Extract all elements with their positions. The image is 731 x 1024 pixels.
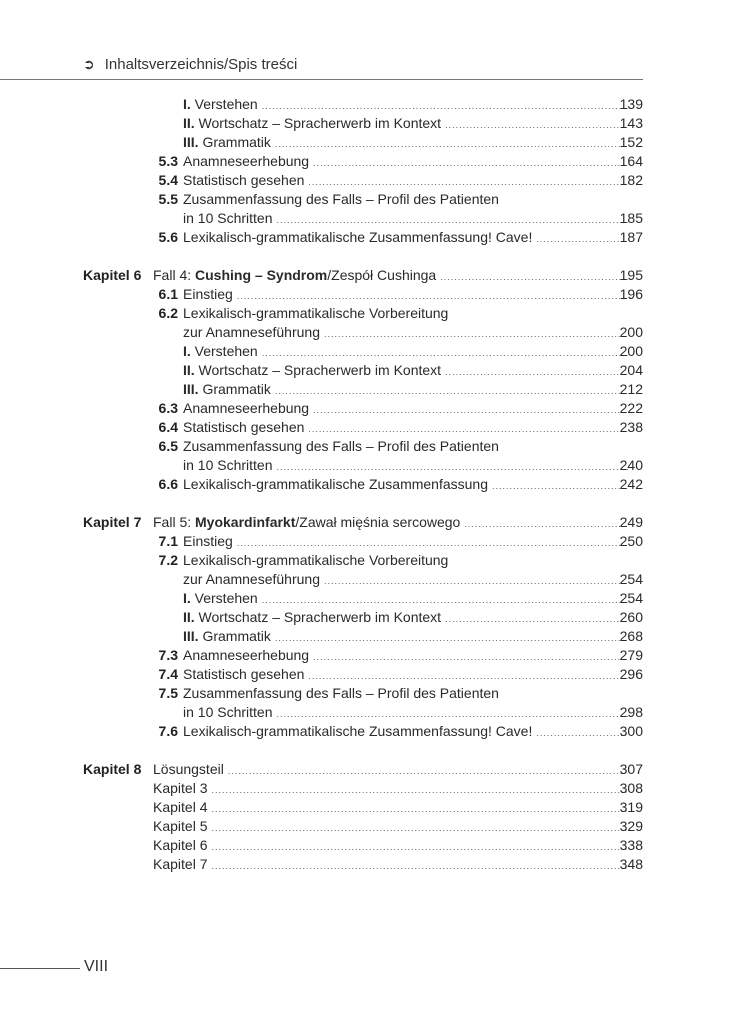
entry-title bbox=[183, 209, 632, 230]
dot-leader bbox=[492, 477, 628, 496]
entry-bold: II. bbox=[183, 609, 195, 625]
entry-text: Wortschatz – Spracherwerb im Kontext bbox=[194, 609, 442, 625]
entry-bold: II. bbox=[183, 362, 195, 378]
toc-entry[interactable] bbox=[0, 855, 731, 874]
entry-text: Kapitel 6 bbox=[153, 837, 208, 853]
entry-text: Kapitel 7 bbox=[153, 856, 208, 872]
header-rule bbox=[0, 79, 643, 80]
toc-entry[interactable] bbox=[0, 323, 731, 342]
page-ref: 260 bbox=[619, 609, 643, 625]
page-ref: 268 bbox=[619, 628, 643, 644]
entry-title bbox=[183, 646, 632, 667]
entry-text: Statistisch gesehen bbox=[183, 666, 305, 682]
section-number: 6.1 bbox=[158, 286, 178, 302]
page-ref: 212 bbox=[619, 381, 643, 397]
entry-title bbox=[183, 342, 632, 363]
page-ref: 200 bbox=[619, 343, 643, 359]
entry-text: Statistisch gesehen bbox=[183, 172, 305, 188]
entry-text: Kapitel 3 bbox=[153, 780, 208, 796]
toc-entry[interactable] bbox=[0, 627, 731, 646]
page-ref: 204 bbox=[619, 362, 643, 378]
toc-entry[interactable] bbox=[0, 475, 731, 494]
page-ref: 182 bbox=[619, 172, 643, 188]
entry-text: Lösungsteil bbox=[153, 761, 224, 777]
entry-title bbox=[183, 722, 632, 743]
toc-entry[interactable] bbox=[0, 836, 731, 855]
page-ref: 164 bbox=[619, 153, 643, 169]
entry-title bbox=[183, 95, 632, 116]
toc-entry[interactable] bbox=[0, 380, 731, 399]
header-title: Inhaltsverzeichnis/Spis treści bbox=[104, 56, 298, 73]
section-number: 7.1 bbox=[158, 533, 178, 549]
page-ref: 185 bbox=[619, 210, 643, 226]
entry-title bbox=[183, 703, 632, 724]
entry-text: Lexikalisch-grammatikalische Zusammenfassung bbox=[183, 476, 489, 492]
section-number: 7.6 bbox=[158, 723, 178, 739]
entry-text: in 10 Schritten bbox=[183, 704, 273, 720]
section-number: 5.4 bbox=[158, 172, 178, 188]
toc-entry[interactable] bbox=[0, 551, 731, 570]
footer-rule bbox=[0, 968, 80, 969]
entry-title bbox=[183, 380, 632, 401]
entry-title bbox=[183, 323, 632, 344]
entry-bold: Myokardinfarkt bbox=[195, 514, 296, 530]
toc-entry[interactable] bbox=[0, 779, 731, 798]
entry-text: Anamneseerhebung bbox=[183, 400, 310, 416]
entry-text: Zusammenfassung des Falls – Profil des Patienten bbox=[183, 685, 499, 701]
page-ref: 296 bbox=[619, 666, 643, 682]
entry-text: Kapitel 4 bbox=[153, 799, 208, 815]
page-ref: 238 bbox=[619, 419, 643, 435]
running-header bbox=[83, 56, 297, 73]
entry-title bbox=[153, 779, 632, 800]
page-ref: 250 bbox=[619, 533, 643, 549]
toc-entry[interactable] bbox=[0, 418, 731, 437]
page-ref: 254 bbox=[619, 590, 643, 606]
entry-text: Kapitel 5 bbox=[153, 818, 208, 834]
entry-title bbox=[183, 627, 632, 648]
page-ref: 308 bbox=[619, 780, 643, 796]
page-ref: 143 bbox=[619, 115, 643, 131]
section-number: 5.3 bbox=[158, 153, 178, 169]
entry-prefix: Fall 5: bbox=[153, 514, 196, 530]
page-ref: 348 bbox=[619, 856, 643, 872]
toc-entry[interactable] bbox=[0, 608, 731, 627]
entry-title bbox=[183, 475, 632, 496]
toc-entry[interactable] bbox=[0, 437, 731, 456]
entry-text: Zusammenfassung des Falls – Profil des Patienten bbox=[183, 438, 499, 454]
toc-entry[interactable] bbox=[0, 456, 731, 475]
section-number: 6.4 bbox=[158, 419, 178, 435]
entry-text: /Zespół Cushinga bbox=[327, 267, 437, 283]
entry-title bbox=[153, 760, 632, 781]
entry-title bbox=[183, 570, 632, 591]
entry-title bbox=[183, 418, 632, 439]
toc-entry[interactable] bbox=[0, 171, 731, 190]
entry-bold: II. bbox=[183, 115, 195, 131]
entry-title bbox=[183, 228, 632, 249]
entry-title bbox=[183, 608, 632, 629]
entry-title bbox=[183, 665, 632, 686]
section-number: 6.6 bbox=[158, 476, 178, 492]
page-ref: 196 bbox=[619, 286, 643, 302]
toc-entry[interactable] bbox=[0, 532, 731, 551]
circular-arrow-icon: ➲ bbox=[83, 56, 95, 72]
toc-entry[interactable] bbox=[0, 646, 731, 665]
toc-entry[interactable] bbox=[0, 722, 731, 741]
toc-entry[interactable] bbox=[0, 304, 731, 323]
entry-text: Einstieg bbox=[183, 533, 233, 549]
page-ref: 329 bbox=[619, 818, 643, 834]
toc-entry[interactable] bbox=[0, 703, 731, 722]
entry-text: zur Anamneseführung bbox=[183, 324, 320, 340]
entry-text: Lexikalisch-grammatikalische Zusammenfassung! Cave! bbox=[183, 229, 533, 245]
chapter-label: Kapitel 8 bbox=[83, 761, 142, 777]
entry-text: Lexikalisch-grammatikalische Vorbereitung bbox=[183, 305, 449, 321]
chapter-label: Kapitel 7 bbox=[83, 514, 142, 530]
entry-title bbox=[153, 855, 632, 876]
entry-text: /Zawał mięśnia sercowego bbox=[295, 514, 461, 530]
toc-entry[interactable] bbox=[0, 209, 731, 228]
entry-title bbox=[153, 513, 632, 534]
section-number: 6.5 bbox=[158, 438, 178, 454]
entry-bold: I. bbox=[183, 590, 191, 606]
entry-text: Lexikalisch-grammatikalische Vorbereitung bbox=[183, 552, 449, 568]
entry-prefix: Fall 4: bbox=[153, 267, 196, 283]
entry-text: Grammatik bbox=[198, 381, 271, 397]
toc-entry[interactable] bbox=[0, 684, 731, 703]
entry-title bbox=[183, 190, 632, 209]
entry-title bbox=[183, 456, 632, 477]
section-number: 7.4 bbox=[158, 666, 178, 682]
entry-text: Lexikalisch-grammatikalische Zusammenfassung! Cave! bbox=[183, 723, 533, 739]
page-ref: 240 bbox=[619, 457, 643, 473]
entry-text: zur Anamneseführung bbox=[183, 571, 320, 587]
section-number: 7.5 bbox=[158, 685, 178, 701]
toc-entry[interactable] bbox=[0, 190, 731, 209]
entry-bold: III. bbox=[183, 628, 199, 644]
entry-title bbox=[183, 171, 632, 192]
page-ref: 242 bbox=[619, 476, 643, 492]
entry-text: Verstehen bbox=[190, 343, 258, 359]
toc-entry[interactable] bbox=[0, 95, 731, 114]
toc-entry[interactable] bbox=[0, 665, 731, 684]
entry-text: Statistisch gesehen bbox=[183, 419, 305, 435]
toc-entry[interactable] bbox=[0, 817, 731, 836]
entry-text: Verstehen bbox=[190, 96, 258, 112]
entry-text: Zusammenfassung des Falls – Profil des Patienten bbox=[183, 191, 499, 207]
entry-title bbox=[183, 532, 632, 553]
entry-title bbox=[153, 817, 632, 838]
page-ref: 300 bbox=[619, 723, 643, 739]
section-number: 6.2 bbox=[158, 305, 178, 321]
toc-entry[interactable] bbox=[0, 152, 731, 171]
entry-title bbox=[183, 399, 632, 420]
page-ref: 307 bbox=[619, 761, 643, 777]
entry-title bbox=[183, 285, 632, 306]
toc-entry[interactable] bbox=[0, 798, 731, 817]
page-ref: 319 bbox=[619, 799, 643, 815]
entry-title bbox=[183, 551, 632, 570]
page-ref: 195 bbox=[619, 267, 643, 283]
toc-entry[interactable] bbox=[0, 361, 731, 380]
section-number: 5.5 bbox=[158, 191, 178, 207]
entry-title bbox=[183, 361, 632, 382]
toc-entry[interactable] bbox=[0, 399, 731, 418]
entry-title bbox=[153, 266, 632, 287]
toc-entry[interactable] bbox=[0, 570, 731, 589]
toc-entry[interactable] bbox=[0, 228, 731, 247]
section-number: 7.2 bbox=[158, 552, 178, 568]
page-ref: 254 bbox=[619, 571, 643, 587]
toc-entry[interactable] bbox=[0, 342, 731, 361]
entry-title bbox=[183, 114, 632, 135]
entry-title bbox=[183, 152, 632, 173]
entry-text: Grammatik bbox=[198, 628, 271, 644]
entry-title bbox=[183, 684, 632, 703]
entry-bold: Cushing – Syndrom bbox=[195, 267, 328, 283]
toc-entry[interactable] bbox=[0, 285, 731, 304]
entry-text: Wortschatz – Spracherwerb im Kontext bbox=[194, 362, 442, 378]
page-ref: 298 bbox=[619, 704, 643, 720]
entry-text: in 10 Schritten bbox=[183, 210, 273, 226]
page-ref: 200 bbox=[619, 324, 643, 340]
entry-title bbox=[153, 836, 632, 857]
entry-bold: III. bbox=[183, 134, 199, 150]
entry-text: Anamneseerhebung bbox=[183, 647, 310, 663]
toc-entry[interactable] bbox=[0, 114, 731, 133]
page-ref: 187 bbox=[619, 229, 643, 245]
entry-title bbox=[183, 437, 632, 456]
toc-entry[interactable] bbox=[0, 133, 731, 152]
entry-title bbox=[153, 798, 632, 819]
entry-text: Einstieg bbox=[183, 286, 233, 302]
section-number: 6.3 bbox=[158, 400, 178, 416]
toc-entry[interactable] bbox=[0, 266, 731, 285]
page-ref: 139 bbox=[619, 96, 643, 112]
section-number: 7.3 bbox=[158, 647, 178, 663]
page-ref: 249 bbox=[619, 514, 643, 530]
section-number: 5.6 bbox=[158, 229, 178, 245]
dot-leader bbox=[211, 857, 628, 876]
page-ref: 338 bbox=[619, 837, 643, 853]
entry-text: Wortschatz – Spracherwerb im Kontext bbox=[194, 115, 442, 131]
entry-text: Grammatik bbox=[198, 134, 271, 150]
chapter-label: Kapitel 6 bbox=[83, 267, 142, 283]
entry-title bbox=[183, 133, 632, 154]
entry-text: Verstehen bbox=[190, 590, 258, 606]
entry-bold: I. bbox=[183, 343, 191, 359]
toc-entry[interactable] bbox=[0, 760, 731, 779]
entry-text: in 10 Schritten bbox=[183, 457, 273, 473]
page-number: VIII bbox=[84, 958, 109, 975]
page-ref: 152 bbox=[619, 134, 643, 150]
entry-bold: III. bbox=[183, 381, 199, 397]
entry-title bbox=[183, 304, 632, 323]
page-ref: 222 bbox=[619, 400, 643, 416]
page-ref: 279 bbox=[619, 647, 643, 663]
entry-text: Anamneseerhebung bbox=[183, 153, 310, 169]
toc-entry[interactable] bbox=[0, 589, 731, 608]
toc-entry[interactable] bbox=[0, 513, 731, 532]
entry-bold: I. bbox=[183, 96, 191, 112]
entry-title bbox=[183, 589, 632, 610]
